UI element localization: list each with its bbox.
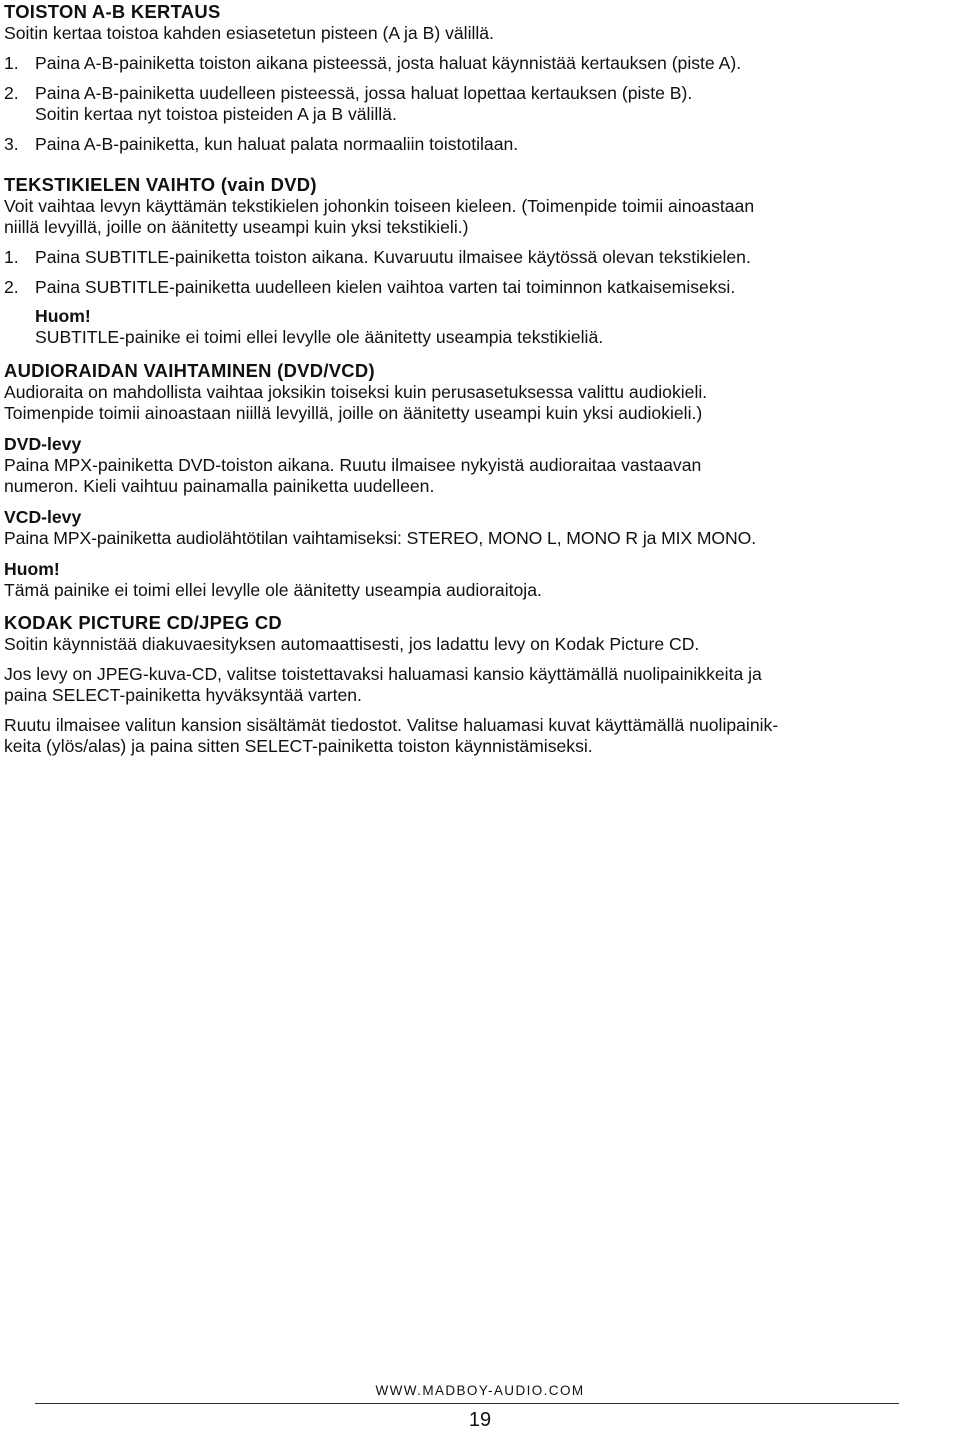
section-intro-continued: niillä levyillä, joille on äänitetty useampi kuin yksi tekstikieli.) [4,217,469,237]
section-intro: Audioraita on mahdollista vaihtaa joksikin toiseksi kuin perusasetuksessa valittu audiokieli. [4,382,708,402]
list-number: 2. [4,83,19,103]
section-intro: Soitin kertaa toistoa kahden esiasetetun pisteen (A ja B) välillä. [4,23,494,43]
footer-url: WWW.MADBOY-AUDIO.COM [375,1383,585,1398]
paragraph-continued: keita (ylös/alas) ja paina sitten SELECT-painiketta toiston käynnistämiseksi. [4,736,593,756]
paragraph-continued: paina SELECT-painiketta hyväksyntää varten. [4,685,362,705]
list-text: Paina SUBTITLE-painiketta toiston aikana. Kuvaruutu ilmaisee käytössä olevan tekstikielen. [35,247,751,267]
list-item [4,83,958,125]
paragraph: Soitin käynnistää diakuvaesityksen automaattisesti, jos ladattu levy on Kodak Picture CD. [4,634,700,654]
list-text-continued: Soitin kertaa nyt toistoa pisteiden A ja B välillä. [35,104,397,124]
document-body [4,0,958,757]
page-number: 19 [468,1409,492,1431]
dvd-text-continued: numeron. Kieli vaihtuu painamalla painiketta uudelleen. [4,476,435,496]
section-heading: AUDIORAIDAN VAIHTAMINEN (DVD/VCD) [4,360,375,381]
vcd-subheading: VCD-levy [4,507,82,527]
section-ab-repeat [4,0,958,155]
list-text: Paina A-B-painiketta, kun haluat palata normaaliin toistotilaan. [35,134,519,154]
section-heading: TEKSTIKIELEN VAIHTO (vain DVD) [4,174,317,195]
section-subtitle-language [4,174,958,348]
list-number: 1. [4,247,19,267]
list-number: 1. [4,53,19,73]
note-label: Huom! [35,306,91,326]
list-text: Paina A-B-painiketta toiston aikana pisteessä, josta haluat käynnistää kertauksen (piste A). [35,53,742,73]
paragraph: Ruutu ilmaisee valitun kansion sisältämät tiedostot. Valitse haluamasi kuvat käyttämällä nuolipainik- [4,715,779,735]
note-text: SUBTITLE-painike ei toimi ellei levylle ole äänitetty useampia tekstikieliä. [35,327,604,347]
list-item [4,277,958,298]
list-item [4,247,958,268]
list-text-block [35,83,958,125]
section-heading: KODAK PICTURE CD/JPEG CD [4,612,282,633]
list-text: Paina A-B-painiketta uudelleen pisteessä, jossa haluat lopettaa kertauksen (piste B). [35,83,693,103]
dvd-text: Paina MPX-painiketta DVD-toiston aikana. Ruutu ilmaisee nykyistä audioraitaa vastaavan [4,455,702,475]
list-number: 2. [4,277,19,297]
section-heading: TOISTON A-B KERTAUS [4,1,221,22]
section-intro: Voit vaihtaa levyn käyttämän tekstikielen johonkin toiseen kieleen. (Toimenpide toimii ainoastaan [4,196,755,216]
list-number: 3. [4,134,19,154]
section-audio-track [4,360,958,601]
list-text: Paina SUBTITLE-painiketta uudelleen kielen vaihtoa varten tai toiminnon katkaisemiseksi. [35,277,736,297]
note-label: Huom! [4,559,60,579]
list-item [4,134,958,155]
dvd-subheading: DVD-levy [4,434,82,454]
note-text: Tämä painike ei toimi ellei levylle ole äänitetty useampia audioraitoja. [4,580,542,600]
section-kodak-jpeg [4,612,958,757]
section-intro-continued: Toimenpide toimii ainoastaan niillä levyillä, joille on äänitetty useampi kuin yksi audiokieli.) [4,403,703,423]
vcd-text: Paina MPX-painiketta audiolähtötilan vaihtamiseksi: STEREO, MONO L, MONO R ja MIX MONO. [4,528,756,548]
paragraph: Jos levy on JPEG-kuva-CD, valitse toistettavaksi haluamasi kansio käyttämällä nuolipainikkeita ja [4,664,762,684]
list-item [4,53,958,74]
footer-divider [35,1403,899,1404]
